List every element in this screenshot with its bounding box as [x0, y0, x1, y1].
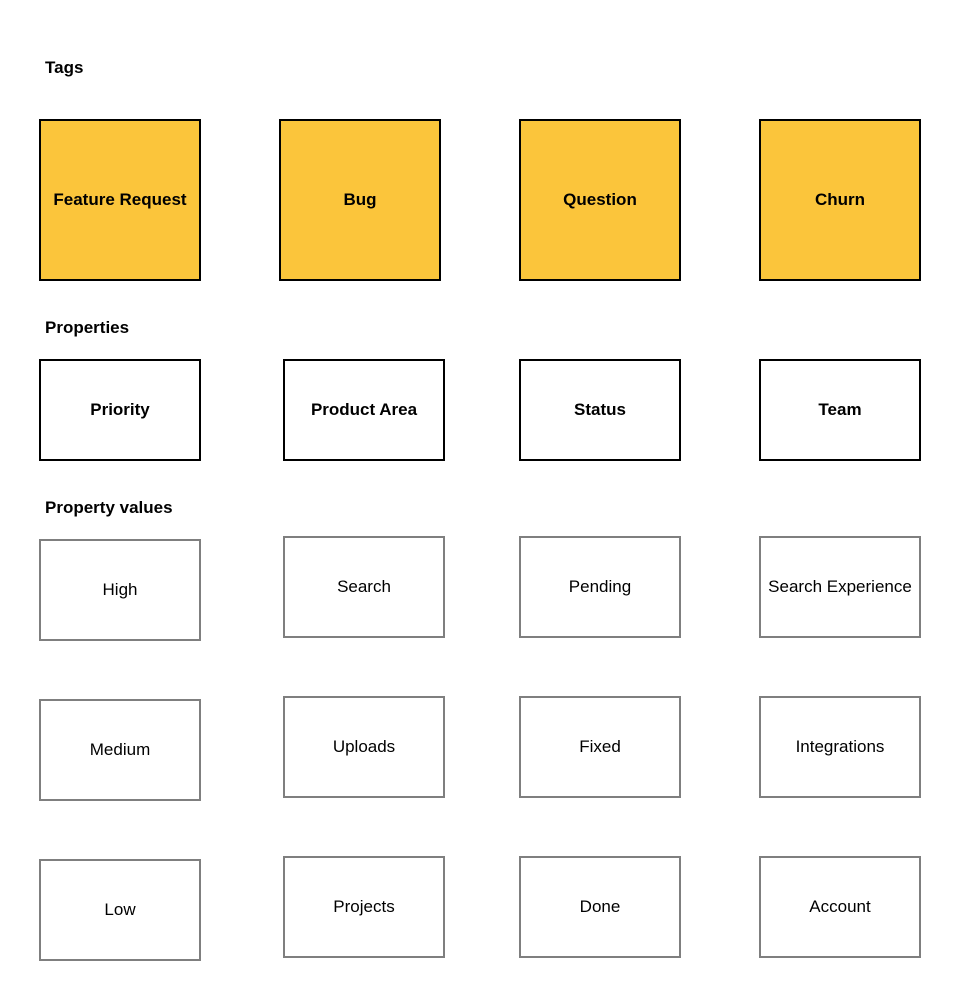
value-fixed[interactable]: Fixed	[519, 696, 681, 798]
value-high[interactable]: High	[39, 539, 201, 641]
value-integrations[interactable]: Integrations	[759, 696, 921, 798]
value-search[interactable]: Search	[283, 536, 445, 638]
property-priority[interactable]: Priority	[39, 359, 201, 461]
value-account[interactable]: Account	[759, 856, 921, 958]
value-search-experience[interactable]: Search Experience	[759, 536, 921, 638]
tag-feature-request[interactable]: Feature Request	[39, 119, 201, 281]
property-values-heading: Property values	[45, 498, 173, 517]
tags-heading: Tags	[45, 58, 84, 77]
property-team[interactable]: Team	[759, 359, 921, 461]
property-product-area[interactable]: Product Area	[283, 359, 445, 461]
tag-bug[interactable]: Bug	[279, 119, 441, 281]
tag-question[interactable]: Question	[519, 119, 681, 281]
tag-churn[interactable]: Churn	[759, 119, 921, 281]
property-status[interactable]: Status	[519, 359, 681, 461]
value-pending[interactable]: Pending	[519, 536, 681, 638]
value-medium[interactable]: Medium	[39, 699, 201, 801]
value-uploads[interactable]: Uploads	[283, 696, 445, 798]
value-done[interactable]: Done	[519, 856, 681, 958]
properties-heading: Properties	[45, 318, 130, 337]
value-projects[interactable]: Projects	[283, 856, 445, 958]
value-low[interactable]: Low	[39, 859, 201, 961]
